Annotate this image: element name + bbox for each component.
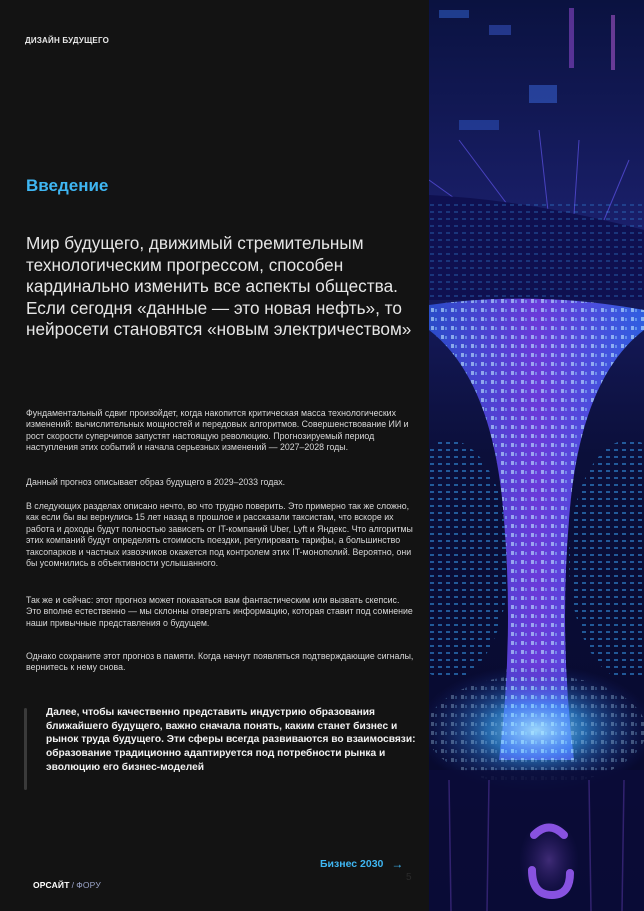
body-paragraph: Однако сохраните этот прогноз в памяти. Когда начнут появляться подтверждающие сигналы, вернитесь к нему снова. [26, 651, 414, 673]
brand-primary: ОРСАЙТ [33, 880, 70, 890]
page-number: 5 [406, 872, 412, 883]
illustration-panel [429, 0, 644, 911]
body-paragraph: Фундаментальный сдвиг произойдет, когда накопится критическая масса технологических изменений: вычислительных мощностей и передовых алгоритмов. Совершенствование ИИ и рост скорости суперчипов запустят настоящую революцию. Прогнозируемый период наступления этих событий и начала серьезных изменений — 2027–2028 годы. [26, 408, 409, 453]
section-title: Введение [26, 176, 109, 195]
body-paragraph: Так же и сейчас: этот прогноз может показаться вам фантастическим или вызвать скепсис. Это вполне естественно — мы склонны отвергать информацию, которая ставит под сомнение наши привычные представления о будущем. [26, 595, 413, 628]
data-vortex-image [429, 0, 644, 911]
brand-secondary: ФОРУ [76, 880, 101, 890]
lead-paragraph: Мир будущего, движимый стремительным технологическим прогрессом, способен кардинально изменить все аспекты общества. Если сегодня «данные — это новая нефть», то нейросети становятся «новым электричеством» [26, 233, 412, 339]
pull-quote [24, 706, 424, 792]
section-kicker: ДИЗАЙН БУДУЩЕГО [25, 36, 110, 45]
body-paragraph: Данный прогноз описывает образ будущего в 2029–2033 годах. [26, 477, 286, 487]
next-section-link[interactable] [320, 857, 403, 871]
arrow-right-icon: → [391, 857, 404, 871]
quote-bar [24, 708, 27, 790]
brand-separator: / [71, 880, 75, 890]
next-section-label: Бизнес 2030 [320, 858, 384, 870]
brand-logo [33, 880, 101, 890]
body-paragraph: В следующих разделах описано нечто, во что трудно поверить. Это примерно так же сложно, как если бы вы вернулись 15 лет назад в прошлое и рассказали таксистам, что вскоре их работа и доходы будут полностью зависеть от IT-компаний Uber, Lyft и Яндекс. Что алгоритмы этих компаний будут определять стоимость поездки, регулировать тарифы, а большинство таксопарков и частных извозчиков окажется под контролем этих IT-монополий. Вероятно, они бы усомнились в объективности услышанного. [26, 501, 413, 569]
quote-text: Далее, чтобы качественно представить индустрию образования ближайшего будущего, важно сначала понять, каким станет бизнес и рынок труда будущего. Эти сферы всегда развиваются во взаимосвязи: образование традиционно адаптируется под потребности рынка и эволюцию его бизнес-моделей [46, 707, 416, 773]
